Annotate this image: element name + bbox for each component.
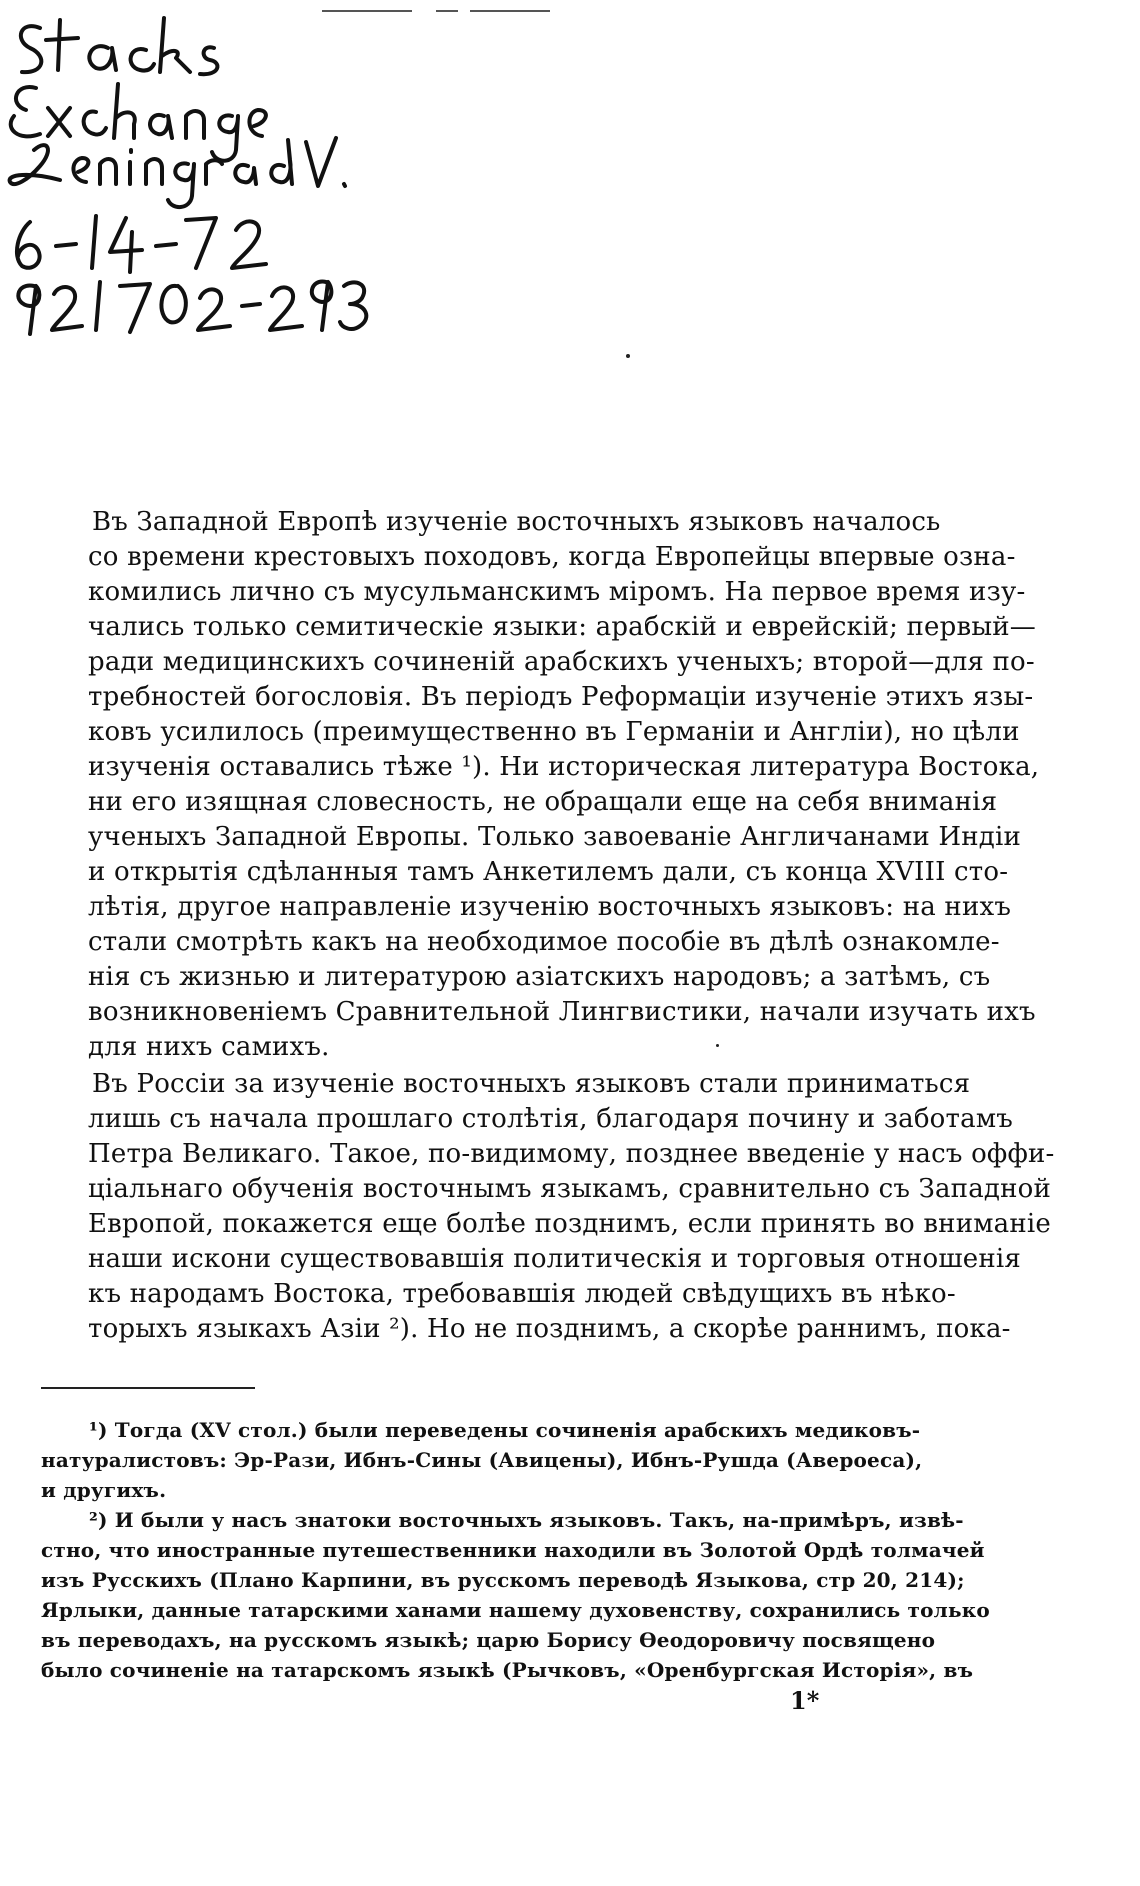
text-line: для нихъ самихъ. [88, 1032, 330, 1062]
footnotes [41, 1415, 990, 1685]
text-line: лишь съ начала прошлаго столѣтія, благодаря почину и заботамъ [88, 1104, 1013, 1134]
handwriting-stacks [21, 18, 218, 74]
text-line: стали смотрѣть какъ на необходимое пособіе въ дѣлѣ ознакомле- [88, 927, 1000, 957]
footnote-line: ¹) Тогда (XV стол.) были переведены сочиненія арабскихъ медиковъ- [89, 1418, 921, 1442]
footnote-line: въ переводахъ, на русскомъ языкѣ; царю Борису Ѳеодоровичу посвящено [41, 1628, 936, 1652]
text-line: требностей богословія. Въ періодъ Реформаціи изученіе этихъ язы- [88, 682, 1034, 712]
footnote-line: и другихъ. [41, 1478, 167, 1502]
footnote-line: Ярлыки, данные татарскими ханами нашему духовенству, сохранились только [41, 1598, 990, 1622]
paragraph-2 [88, 1067, 1055, 1347]
footnote-line: стно, что иностранные путешественники находили въ Золотой Ордѣ толмачей [41, 1538, 985, 1562]
handwritten-annotation [0, 0, 380, 360]
text-line: Петра Великаго. Такое, по-видимому, позднее введеніе у насъ оффи- [88, 1139, 1055, 1169]
text-line: ціальнаго обученія восточнымъ языкамъ, сравнительно съ Западной [88, 1174, 1052, 1204]
top-rule [436, 10, 458, 12]
stray-dot [626, 354, 630, 358]
text-line: торыхъ языкахъ Азіи ²). Но не позднимъ, а скорѣе раннимъ, пока- [88, 1314, 1011, 1344]
paragraph-1 [88, 505, 1040, 1065]
text-line: ученыхъ Западной Европы. Только завоеваніе Англичанами Индіи [88, 822, 1022, 852]
text-line: ковъ усилилось (преимущественно въ Германіи и Англіи), но цѣли [88, 717, 1020, 747]
footnote-line: натуралистовъ: Эр-Рази, Ибнъ-Сины (Авицены), Ибнъ-Рушда (Авероеса), [41, 1448, 923, 1472]
text-line: комились лично съ мусульманскимъ міромъ. На первое время изу- [88, 577, 1026, 607]
text-line: со времени крестовыхъ походовъ, когда Европейцы впервые озна- [88, 542, 1016, 572]
footnote-line: было сочиненіе на татарскомъ языкѣ (Рычковъ, «Оренбургская Исторія», въ [41, 1658, 974, 1682]
footnote-2 [41, 1505, 990, 1685]
text-line: лѣтія, другое направленіе изученію восточныхъ языковъ: на нихъ [88, 892, 1012, 922]
text-line: къ народамъ Востока, требовавшія людей свѣдущихъ въ нѣко- [88, 1279, 956, 1309]
text-line: чались только семитическіе языки: арабскій и еврейскій; первый— [88, 612, 1036, 642]
main-text [88, 505, 1055, 1347]
handwriting-date [17, 216, 266, 272]
footnote-1 [41, 1415, 923, 1505]
signature-mark: 1* [790, 1686, 820, 1715]
text-line: возникновеніемъ Сравнительной Лингвистики, начали изучать ихъ [88, 997, 1036, 1027]
footnote-line: изъ Русскихъ (Плано Карпини, въ русскомъ переводѣ Языкова, стр 20, 214); [41, 1568, 965, 1592]
text-line: нія съ жизнью и литературою азіатскихъ народовъ; а затѣмъ, съ [88, 962, 991, 992]
text-line: ни его изящная словесность, не обращали еще на себя вниманія [88, 787, 998, 817]
text-line: ради медицинскихъ сочиненій арабскихъ ученыхъ; второй—для по- [88, 647, 1035, 677]
handwriting-catalog-number [18, 282, 366, 334]
top-rule [470, 10, 550, 12]
handwriting-leningrad [10, 138, 345, 207]
footnote-separator [41, 1387, 255, 1389]
text-line: Въ Западной Европѣ изученіе восточныхъ языковъ началось [92, 507, 941, 537]
text-line: Европой, покажется еще болѣе позднимъ, если принять во вниманіе [88, 1209, 1051, 1239]
text-line: изученія оставались тѣже ¹). Ни историческая литература Востока, [88, 752, 1040, 782]
text-line: наши искони существовавшія политическія и торговыя отношенія [88, 1244, 1021, 1274]
text-line: и открытія сдѣланныя тамъ Анкетилемъ дали, съ конца XVIII сто- [88, 857, 1009, 887]
footnote-line: ²) И были у насъ знатоки восточныхъ языковъ. Такъ, на-примѣръ, извѣ- [89, 1508, 964, 1532]
text-line: Въ Россіи за изученіе восточныхъ языковъ стали приниматься [92, 1069, 971, 1099]
